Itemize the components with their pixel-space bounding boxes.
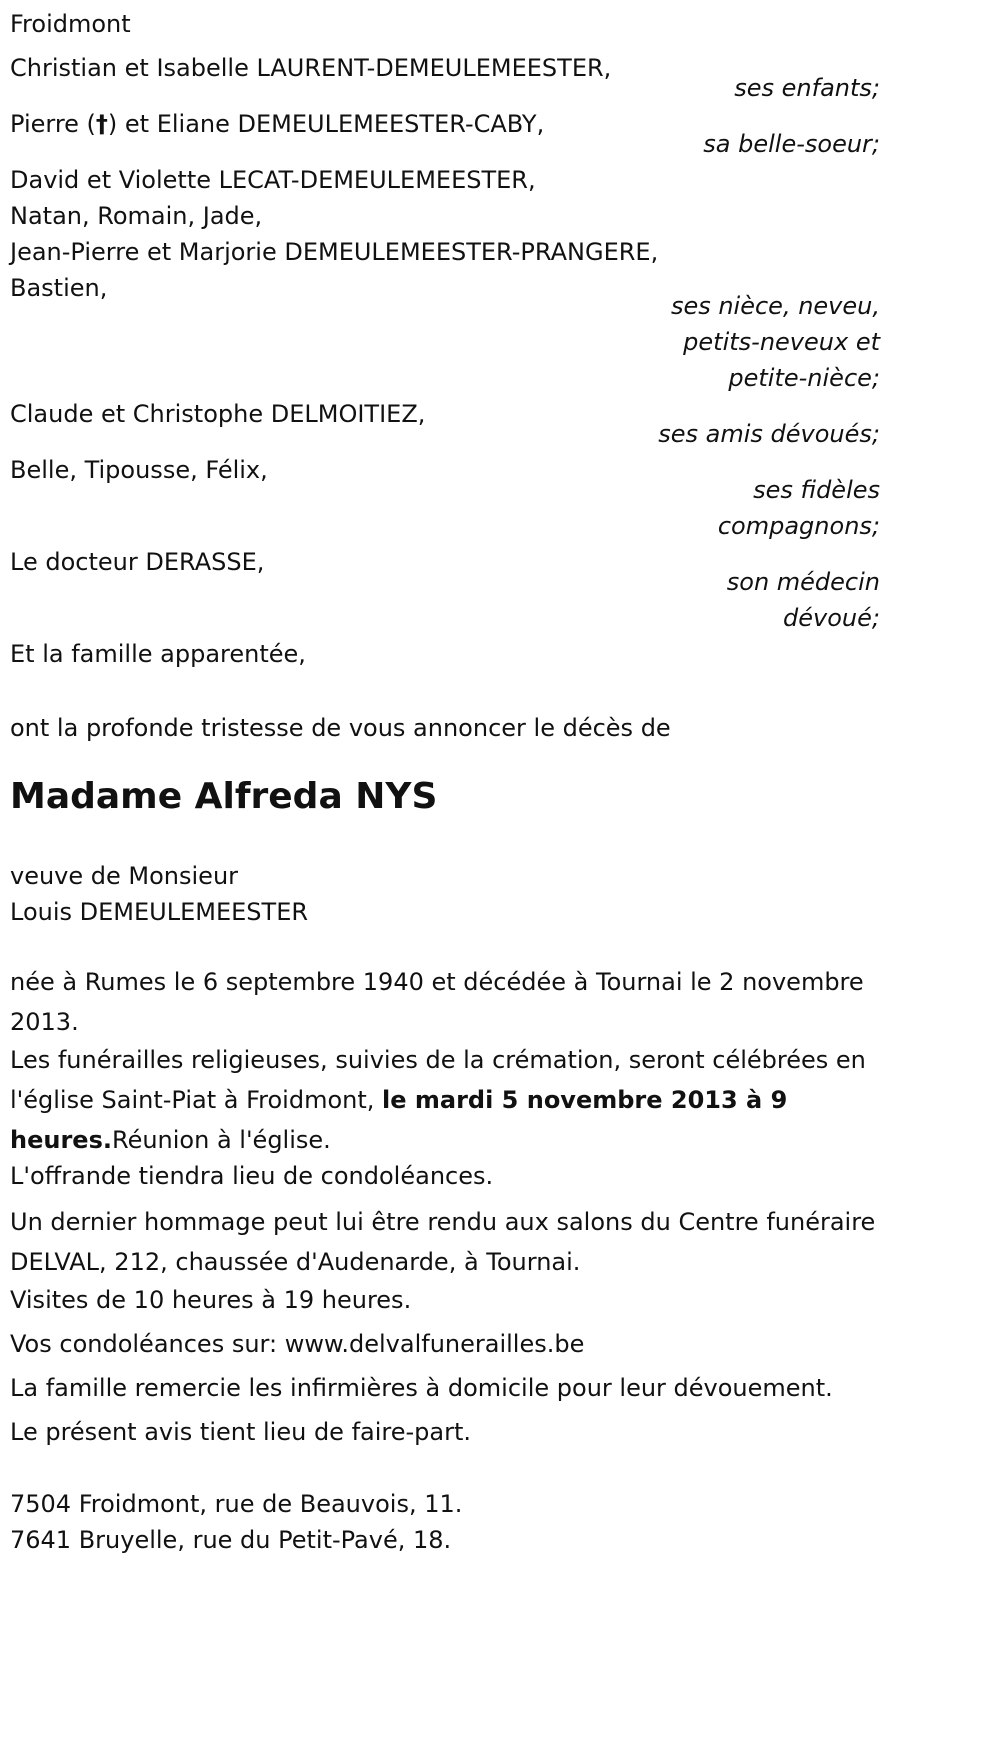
- widow-of-line: Louis DEMEULEMEESTER: [10, 898, 309, 926]
- notice-paragraph: Le présent avis tient lieu de faire-part.: [10, 1418, 472, 1446]
- widow-of-line: veuve de Monsieur: [10, 862, 239, 890]
- announcement-text: ont la profonde tristesse de vous annoncer le décès de: [10, 714, 671, 742]
- family-name: David et Violette LECAT-DEMEULEMEESTER,: [10, 166, 536, 194]
- thanks-paragraph: La famille remercie les infirmières à domicile pour leur dévouement.: [10, 1374, 833, 1402]
- family-name: Bastien,: [10, 274, 108, 302]
- family-name: Christian et Isabelle LAURENT-DEMEULEMEESTER,: [10, 54, 612, 82]
- family-relation: petite-nièce;: [728, 364, 880, 392]
- funeral-paragraph: Les funérailles religieuses, suivies de la crémation, seront célébrées en l'église Saint-Piat à Froidmont, le mardi 5 novembre 2013 à 9 heures.Réunion à l'église.: [10, 1046, 866, 1154]
- family-name: Pierre (†) et Eliane DEMEULEMEESTER-CABY,: [10, 110, 545, 138]
- visits-paragraph: Visites de 10 heures à 19 heures.: [10, 1286, 412, 1314]
- address-line: 7641 Bruyelle, rue du Petit-Pavé, 18.: [10, 1526, 452, 1554]
- family-name: Claude et Christophe DELMOITIEZ,: [10, 400, 426, 428]
- address-line: 7504 Froidmont, rue de Beauvois, 11.: [10, 1490, 463, 1518]
- deceased-name: Madame Alfreda NYS: [10, 776, 438, 817]
- family-closing: Et la famille apparentée,: [10, 640, 306, 668]
- family-relation: ses enfants;: [734, 74, 880, 102]
- dates-paragraph: née à Rumes le 6 septembre 1940 et décédée à Tournai le 2 novembre 2013.: [10, 968, 864, 1036]
- cross-icon: †: [95, 110, 108, 138]
- family-name: Jean-Pierre et Marjorie DEMEULEMEESTER-PRANGERE,: [10, 238, 659, 266]
- family-name: Le docteur DERASSE,: [10, 548, 265, 576]
- family-relation: son médecin: [726, 568, 880, 596]
- family-relation: ses nièce, neveu,: [670, 292, 880, 320]
- family-name: Belle, Tipousse, Félix,: [10, 456, 268, 484]
- family-relation: petits-neveux et: [683, 328, 880, 356]
- header-place: Froidmont: [10, 10, 131, 38]
- offering-paragraph: L'offrande tiendra lieu de condoléances.: [10, 1162, 494, 1190]
- family-relation: sa belle-soeur;: [703, 130, 880, 158]
- family-name: Natan, Romain, Jade,: [10, 202, 263, 230]
- family-relation: compagnons;: [717, 512, 880, 540]
- condolences-paragraph: Vos condoléances sur: www.delvalfunerailles.be: [10, 1330, 585, 1358]
- homage-paragraph: Un dernier hommage peut lui être rendu aux salons du Centre funéraire DELVAL, 212, chaussée d'Audenarde, à Tournai.: [10, 1208, 876, 1276]
- funeral-date: le mardi 5 novembre 2013 à 9 heures.: [10, 1086, 788, 1154]
- family-relation: ses amis dévoués;: [658, 420, 880, 448]
- family-relation: ses fidèles: [753, 476, 880, 504]
- family-relation: dévoué;: [783, 604, 880, 632]
